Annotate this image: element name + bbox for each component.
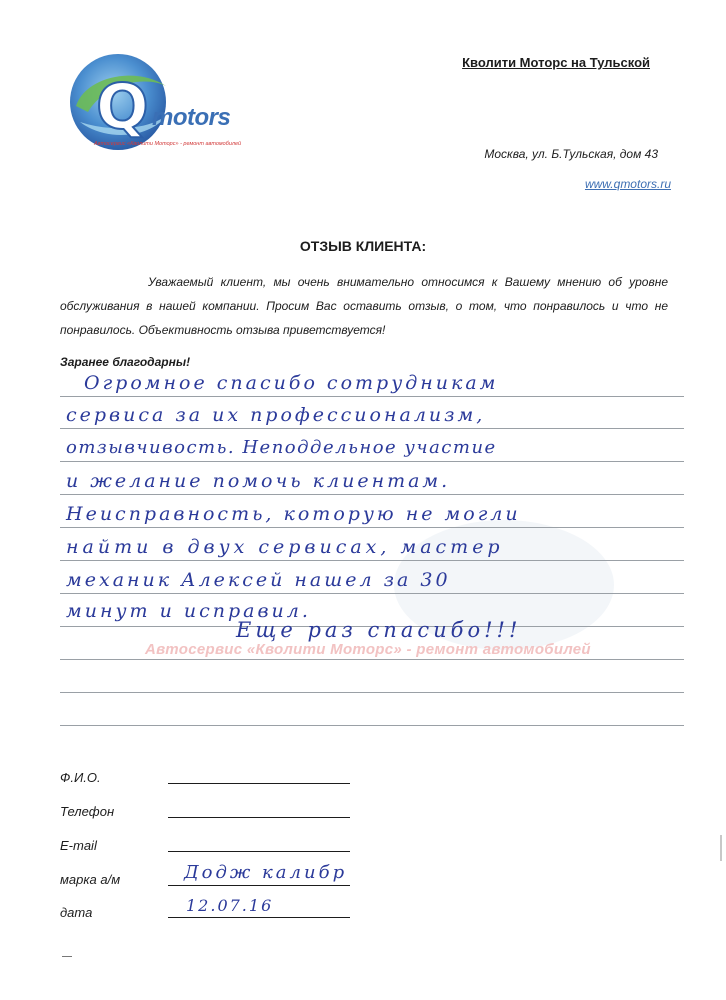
review-line-6: найти в двух сервисах, мастер xyxy=(66,536,504,558)
margin-mark xyxy=(62,956,72,957)
car-value: Додж калибр xyxy=(184,862,348,883)
date-value: 12.07.16 xyxy=(186,896,274,915)
logo-q-letter: Q xyxy=(96,70,149,143)
phone-field[interactable] xyxy=(168,817,350,818)
field-label-date: дата xyxy=(60,905,93,920)
logo-brand-text: motors xyxy=(152,104,231,131)
field-label-car: марка а/м xyxy=(60,872,121,887)
company-website-link[interactable]: www.qmotors.ru xyxy=(584,177,671,191)
writing-line xyxy=(60,692,684,693)
scan-edge-mark xyxy=(720,835,722,861)
review-line-9: Еще раз спасибо!!! xyxy=(236,618,522,642)
review-line-3: отзывчивость. Неподдельное участие xyxy=(66,437,497,458)
writing-line xyxy=(60,725,684,726)
car-field[interactable] xyxy=(168,885,350,886)
field-label-phone: Телефон xyxy=(60,804,115,819)
review-line-8: минут и исправил. xyxy=(66,600,311,622)
writing-line xyxy=(60,560,684,561)
company-address: Москва, ул. Б.Тульская, дом 43 xyxy=(484,147,658,161)
review-line-7: механик Алексей нашел за 30 xyxy=(66,569,451,591)
writing-line xyxy=(60,428,684,429)
watermark-text: Автосервис «Кволити Моторс» - ремонт автомобилей xyxy=(145,641,591,658)
field-label-name: Ф.И.О. xyxy=(60,770,101,785)
writing-line xyxy=(60,494,684,495)
name-field[interactable] xyxy=(168,783,350,784)
writing-line xyxy=(60,396,684,397)
writing-line xyxy=(60,593,684,594)
form-intro: Уважаемый клиент, мы очень внимательно относимся к Вашему мнению об уровне обслуживания в нашей компании. Просим Вас оставить отзыв, о том, что понравилось и что не понравилось. Объективность отзыва приветствуется! xyxy=(60,275,668,337)
writing-line xyxy=(60,461,684,462)
logo-slogan: Автосервис «Кволити Моторс» - ремонт автомобилей xyxy=(94,141,242,147)
writing-line xyxy=(60,527,684,528)
writing-line xyxy=(60,659,684,660)
form-title: ОТЗЫВ КЛИЕНТА: xyxy=(299,238,427,254)
review-line-4: и желание помочь клиентам. xyxy=(66,470,451,492)
date-field[interactable] xyxy=(168,917,350,918)
review-line-1: Огромное спасибо сотрудникам xyxy=(84,372,499,394)
field-label-email: E-mail xyxy=(60,838,97,853)
review-line-2: сервиса за их профессионализм, xyxy=(66,404,486,426)
email-field[interactable] xyxy=(168,851,350,852)
review-line-5: Неисправность, которую не могли xyxy=(66,503,521,525)
thanks-note: Заранее благодарны! xyxy=(60,355,191,369)
qmotors-logo xyxy=(66,46,266,162)
company-name: Кволити Моторс на Тульской xyxy=(462,55,650,70)
